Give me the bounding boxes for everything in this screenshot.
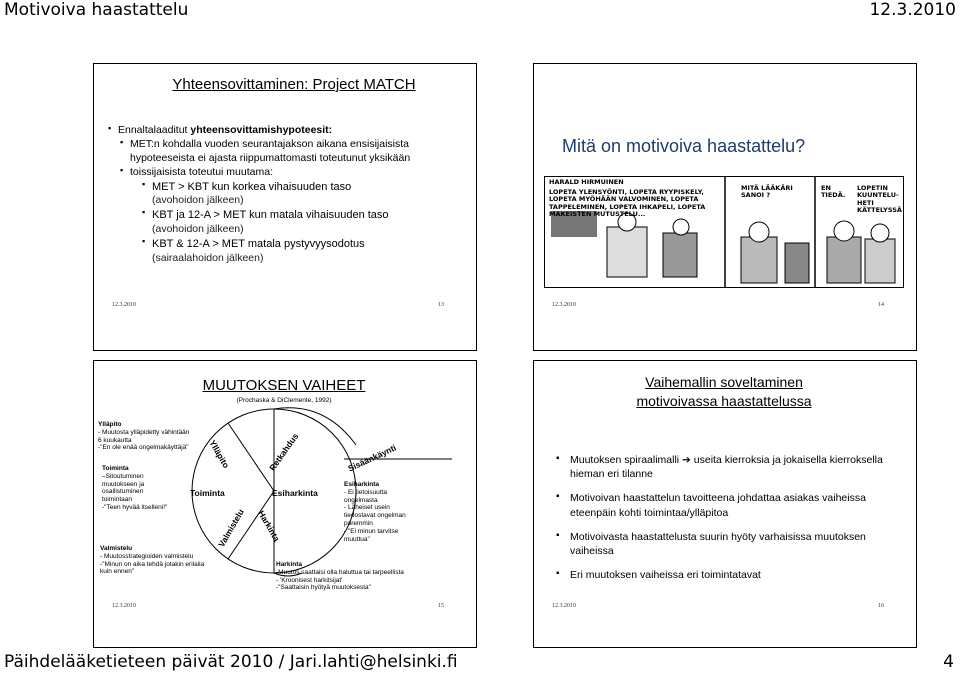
bullet-text: Ennaltalaaditut [118, 124, 191, 136]
title-line-2: motivoivassa haastattelussa [636, 392, 812, 409]
stage-line: -"Teen hyvää itselleni!" [102, 503, 168, 511]
bullet-text-bold: yhteensovittamishypoteesit: [190, 124, 333, 136]
slide-number: 13 [438, 302, 444, 308]
stage-heading: Ylläpito [98, 421, 122, 428]
stage-label-toiminta: Toiminta [190, 488, 225, 498]
stage-text-esiharkinta [344, 481, 436, 543]
stage-line: kuin ennen" [100, 568, 135, 576]
page-number: 4 [943, 652, 954, 672]
slide-number: 16 [878, 603, 884, 609]
stage-text-yllapito [98, 421, 208, 452]
slide-date: 12.3.2010 [112, 302, 136, 308]
slide-title: MUUTOKSEN VAIHEET [202, 377, 366, 394]
stage-heading: Valmistelu [100, 545, 133, 552]
stage-line: osallistuminen [102, 488, 144, 496]
stage-text-harkinta [276, 561, 456, 592]
stage-text-valmistelu [100, 545, 230, 576]
bullet-list [556, 453, 896, 592]
bullet-item: ▪ MET:n kohdalla vuoden seurantajakson aikana ensisijaisista hypoteeseista ei ajasta riippumattomasti toteutunut yksikään [108, 138, 468, 166]
stage-line: -Muutos saattaisi olla haluttua tai tarpeellista [276, 568, 404, 576]
slide-14 [533, 63, 917, 351]
bullet-item: ▪ Eri muutoksen vaiheissa eri toimintatavat [556, 568, 896, 582]
slide-subtitle: (Prochaska & DiClemente, 1992) [236, 397, 332, 404]
bullet-list [108, 124, 468, 266]
stage-line: toimintaan [102, 496, 132, 504]
slide-13 [93, 63, 477, 351]
comic-caption-1: LOPETA YLENSYÖNTI, LOPETA RYYPISKELY, LOPETA MYÖHÄÄN VALVOMINEN, LOPETA TAPPELEMINEN, LOPETA IHKAPELI, LOPETA MAKEISTEN MUTUSTELU... [549, 188, 706, 219]
bullet-item: ▪ KBT & 12-A > MET matala pystyvyysodotus [108, 237, 468, 252]
bullet-item: ▪ MET > KBT kun korkea vihaisuuden taso [108, 180, 468, 195]
stage-heading: Esiharkinta [344, 481, 380, 488]
stage-line: –Sitoutuminen [102, 472, 144, 480]
stage-line: muuttua" [344, 535, 370, 543]
footer-text: Päihdelääketieteen päivät 2010 / Jari.lahti@helsinki.fi [4, 652, 458, 672]
comic-author: HARALD HIRMUINEN [549, 178, 624, 186]
stage-line: - Muutosstrategioiden valmistelu [100, 552, 194, 560]
bullet-note: (sairaalahoidon jälkeen) [152, 251, 264, 264]
comic-strip [544, 176, 904, 288]
stage-label-esiharkinta: Esiharkinta [272, 488, 318, 498]
stage-label-valmistelu: Valmistelu [216, 507, 246, 549]
bullet-item: ▪ Motivoivan haastattelun tavoitteena johdattaa asiakas vaiheissa eteenpäin kohti toimintaa/ylläpitoa [556, 491, 896, 519]
bullet-item: ▪ Motivoivasta haastattelusta suurin hyöty varhaisissa muutoksen vaiheissa [556, 530, 896, 558]
stage-line: -"Minun on aika tehdä jotakin erilaila [100, 560, 205, 568]
slide-title [574, 373, 874, 411]
stage-line: paremmin [344, 519, 373, 527]
slide-title: Yhteensovittaminen: Project MATCH [172, 76, 416, 93]
stage-line: - 'Kroonisest harkitsijat' [276, 576, 343, 584]
stage-heading: Harkinta [276, 561, 303, 568]
stage-line: muutokseen ja [102, 480, 145, 488]
slide-date: 12.3.2010 [552, 302, 576, 308]
stage-line: - "Ei minun tarvitse [344, 527, 399, 535]
stage-label-yllapito: Ylläpito [207, 438, 232, 470]
slide-date: 12.3.2010 [552, 603, 576, 609]
stage-label-sisaankaynti: Sisäänkäynti [346, 442, 398, 474]
header-date: 12.3.2010 [869, 0, 956, 20]
comic-caption-2: MITÄ LÄÄKÄRI SANOI ? [741, 184, 793, 200]
stage-text-toiminta [102, 465, 190, 512]
stage-label-retkahdus: Retkahdus [267, 431, 301, 473]
slide-15 [93, 360, 477, 648]
bullet-item: ▪ Muutoksen spiraalimalli ➔ useita kierroksia ja jokaisella kierroksella hieman eri tilanne [556, 453, 896, 481]
stage-heading: Toiminta [102, 465, 129, 472]
slide-16 [533, 360, 917, 648]
stage-line: - Läheiset usein [344, 504, 390, 512]
slide-number: 15 [438, 603, 444, 609]
bullet-item: ▪ toissijaisista toteutui muutama: [108, 166, 468, 180]
stage-label-harkinta: Harkinta [256, 508, 282, 544]
stage-line: 6 kuukautta [98, 436, 132, 444]
bullet-note: (avohoidon jälkeen) [152, 223, 244, 236]
stage-line: -"En ole enää ongelmakäyttäjä" [98, 444, 189, 452]
stage-line: - Muutosta ylläpidetty vähintään [98, 428, 190, 436]
slide-title: Mitä on motivoiva haastattelu? [562, 136, 806, 156]
comic-caption-4: LOPETIN KUUNTELU-HETI KÄTTELYSSÄ [857, 184, 902, 215]
comic-caption-3: EN TIEDÄ. [821, 184, 846, 200]
bullet-item [108, 124, 468, 138]
stage-line: ongelmasta [344, 496, 378, 504]
title-line-1: Vaihemallin soveltaminen [645, 374, 803, 390]
slide-date: 12.3.2010 [112, 603, 136, 609]
bullet-note: (avohoidon jälkeen) [152, 194, 244, 207]
slide-number: 14 [878, 302, 884, 308]
stage-line: tiedostavat ongelman [344, 512, 406, 520]
header-title: Motivoiva haastattelu [4, 0, 189, 20]
bullet-item: ▪ KBT ja 12-A > MET kun matala vihaisuuden taso [108, 208, 468, 223]
stage-line: - Ei tietoisuutta [344, 488, 387, 496]
stage-line: -"Saattaisin hyötyä muutoksesta" [276, 584, 371, 592]
